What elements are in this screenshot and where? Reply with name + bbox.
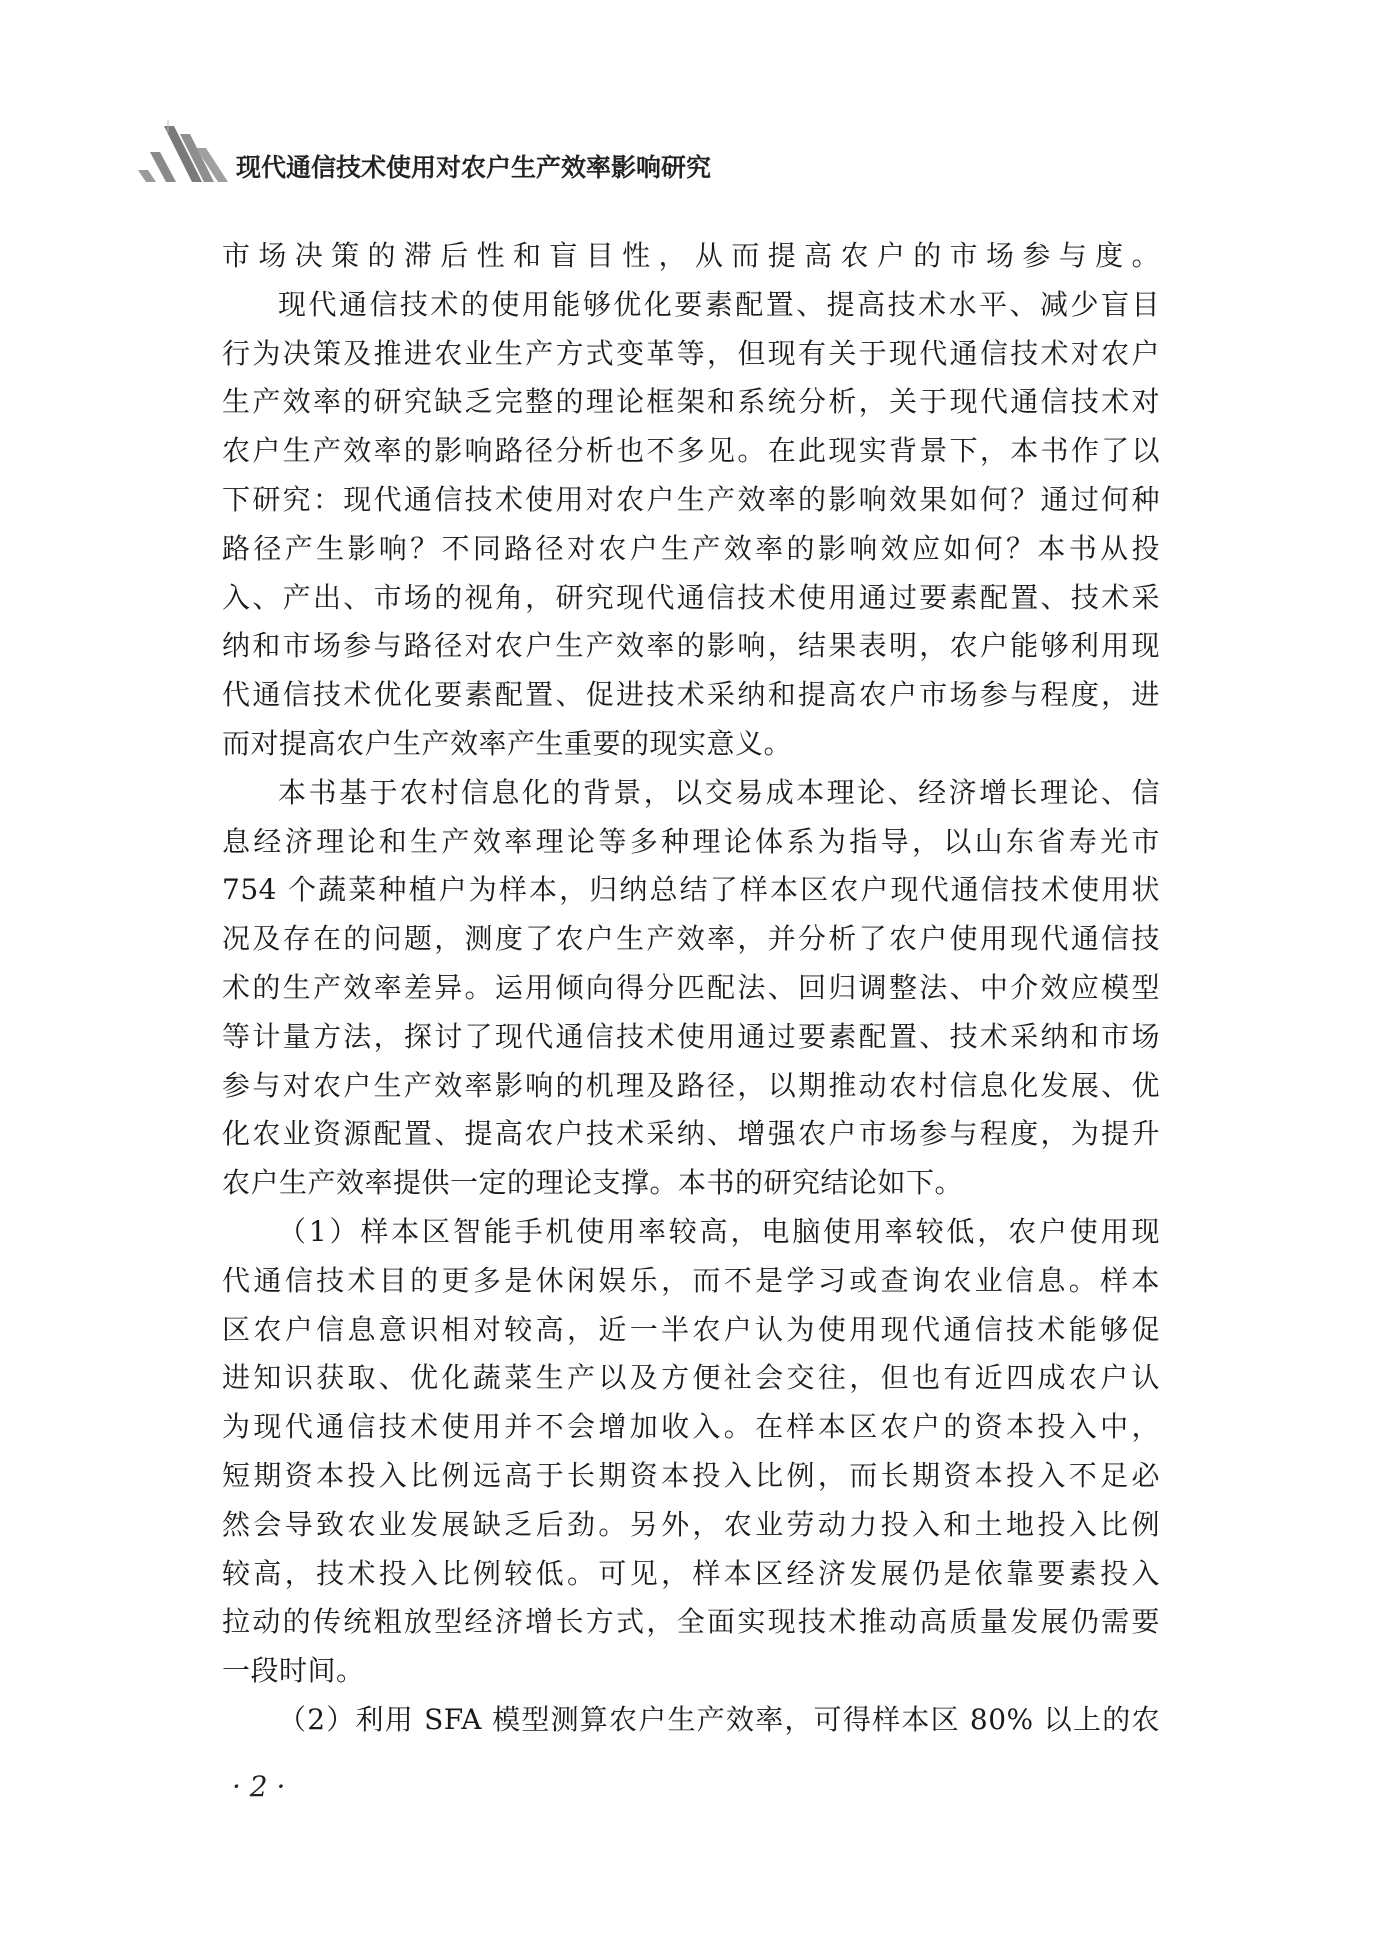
text-line: 一段时间。 [222,1654,365,1688]
text-line: 区农户信息意识相对较高，近一半农户认为使用现代通信技术能够促 [222,1312,1160,1346]
text-line: 较高，技术投入比例较低。可见，样本区经济发展仍是依靠要素投入 [222,1556,1160,1590]
text-line: 现代通信技术的使用能够优化要素配置、提高技术水平、减少盲目 [278,287,1160,321]
text-line: 然会导致农业发展缺乏后劲。另外，农业劳动力投入和土地投入比例 [222,1507,1160,1541]
text-line: 拉动的传统粗放型经济增长方式，全面实现技术推动高质量发展仍需要 [222,1605,1160,1639]
text-line: 为现代通信技术使用并不会增加收入。在样本区农户的资本投入中， [222,1410,1160,1444]
running-title: 现代通信技术使用对农户生产效率影响研究 [236,153,712,182]
text-line: 入、产出、市场的视角，研究现代通信技术使用通过要素配置、技术采 [222,580,1160,614]
text-line: 化农业资源配置、提高农户技术采纳、增强农户市场参与程度，为提升 [222,1117,1160,1151]
text-line: 进知识获取、优化蔬菜生产以及方便社会交往，但也有近四成农户认 [222,1361,1160,1395]
text-line: 农户生产效率提供一定的理论支撑。本书的研究结论如下。 [222,1166,964,1200]
page-number: · 2 · [232,1770,286,1803]
text-line: 生产效率的研究缺乏完整的理论框架和系统分析，关于现代通信技术对 [222,385,1160,419]
text-line: （1）样本区智能手机使用率较高，电脑使用率较低，农户使用现 [278,1214,1160,1248]
striped-book-mark-icon [130,120,230,184]
text-line: 短期资本投入比例远高于长期资本投入比例，而长期资本投入不足必 [222,1458,1160,1492]
text-line: 参与对农户生产效率影响的机理及路径，以期推动农村信息化发展、优 [222,1068,1160,1102]
text-line: 术的生产效率差异。运用倾向得分匹配法、回归调整法、中介效应模型 [222,970,1160,1004]
text-line: 市场决策的滞后性和盲目性，从而提高农户的市场参与度。 [222,239,1160,272]
text-line: 等计量方法，探讨了现代通信技术使用通过要素配置、技术采纳和市场 [222,1019,1160,1053]
text-line: 息经济理论和生产效率理论等多种理论体系为指导，以山东省寿光市 [222,824,1160,858]
text-line: 代通信技术目的更多是休闲娱乐，而不是学习或查询农业信息。样本 [222,1263,1160,1297]
text-line: 况及存在的问题，测度了农户生产效率，并分析了农户使用现代通信技 [222,922,1160,956]
page-header [130,120,1270,190]
text-line: 而对提高农户生产效率产生重要的现实意义。 [222,726,793,760]
text-line: （2）利用 SFA 模型测算农户生产效率，可得样本区 80% 以上的农 [278,1702,1160,1736]
text-line: 路径产生影响？不同路径对农户生产效率的影响效应如何？本书从投 [222,531,1160,565]
text-line: 754 个蔬菜种植户为样本，归纳总结了样本区农户现代通信技术使用状 [222,873,1160,907]
text-line: 本书基于农村信息化的背景，以交易成本理论、经济增长理论、信 [278,775,1160,809]
text-line: 行为决策及推进农业生产方式变革等，但现有关于现代通信技术对农户 [222,336,1160,370]
text-line: 下研究：现代通信技术使用对农户生产效率的影响效果如何？通过何种 [222,482,1160,516]
body-text [222,232,1160,1745]
text-line: 农户生产效率的影响路径分析也不多见。在此现实背景下，本书作了以 [222,434,1160,468]
text-line: 纳和市场参与路径对农户生产效率的影响，结果表明，农户能够利用现 [222,629,1160,663]
text-line: 代通信技术优化要素配置、促进技术采纳和提高农户市场参与程度，进 [222,678,1160,712]
